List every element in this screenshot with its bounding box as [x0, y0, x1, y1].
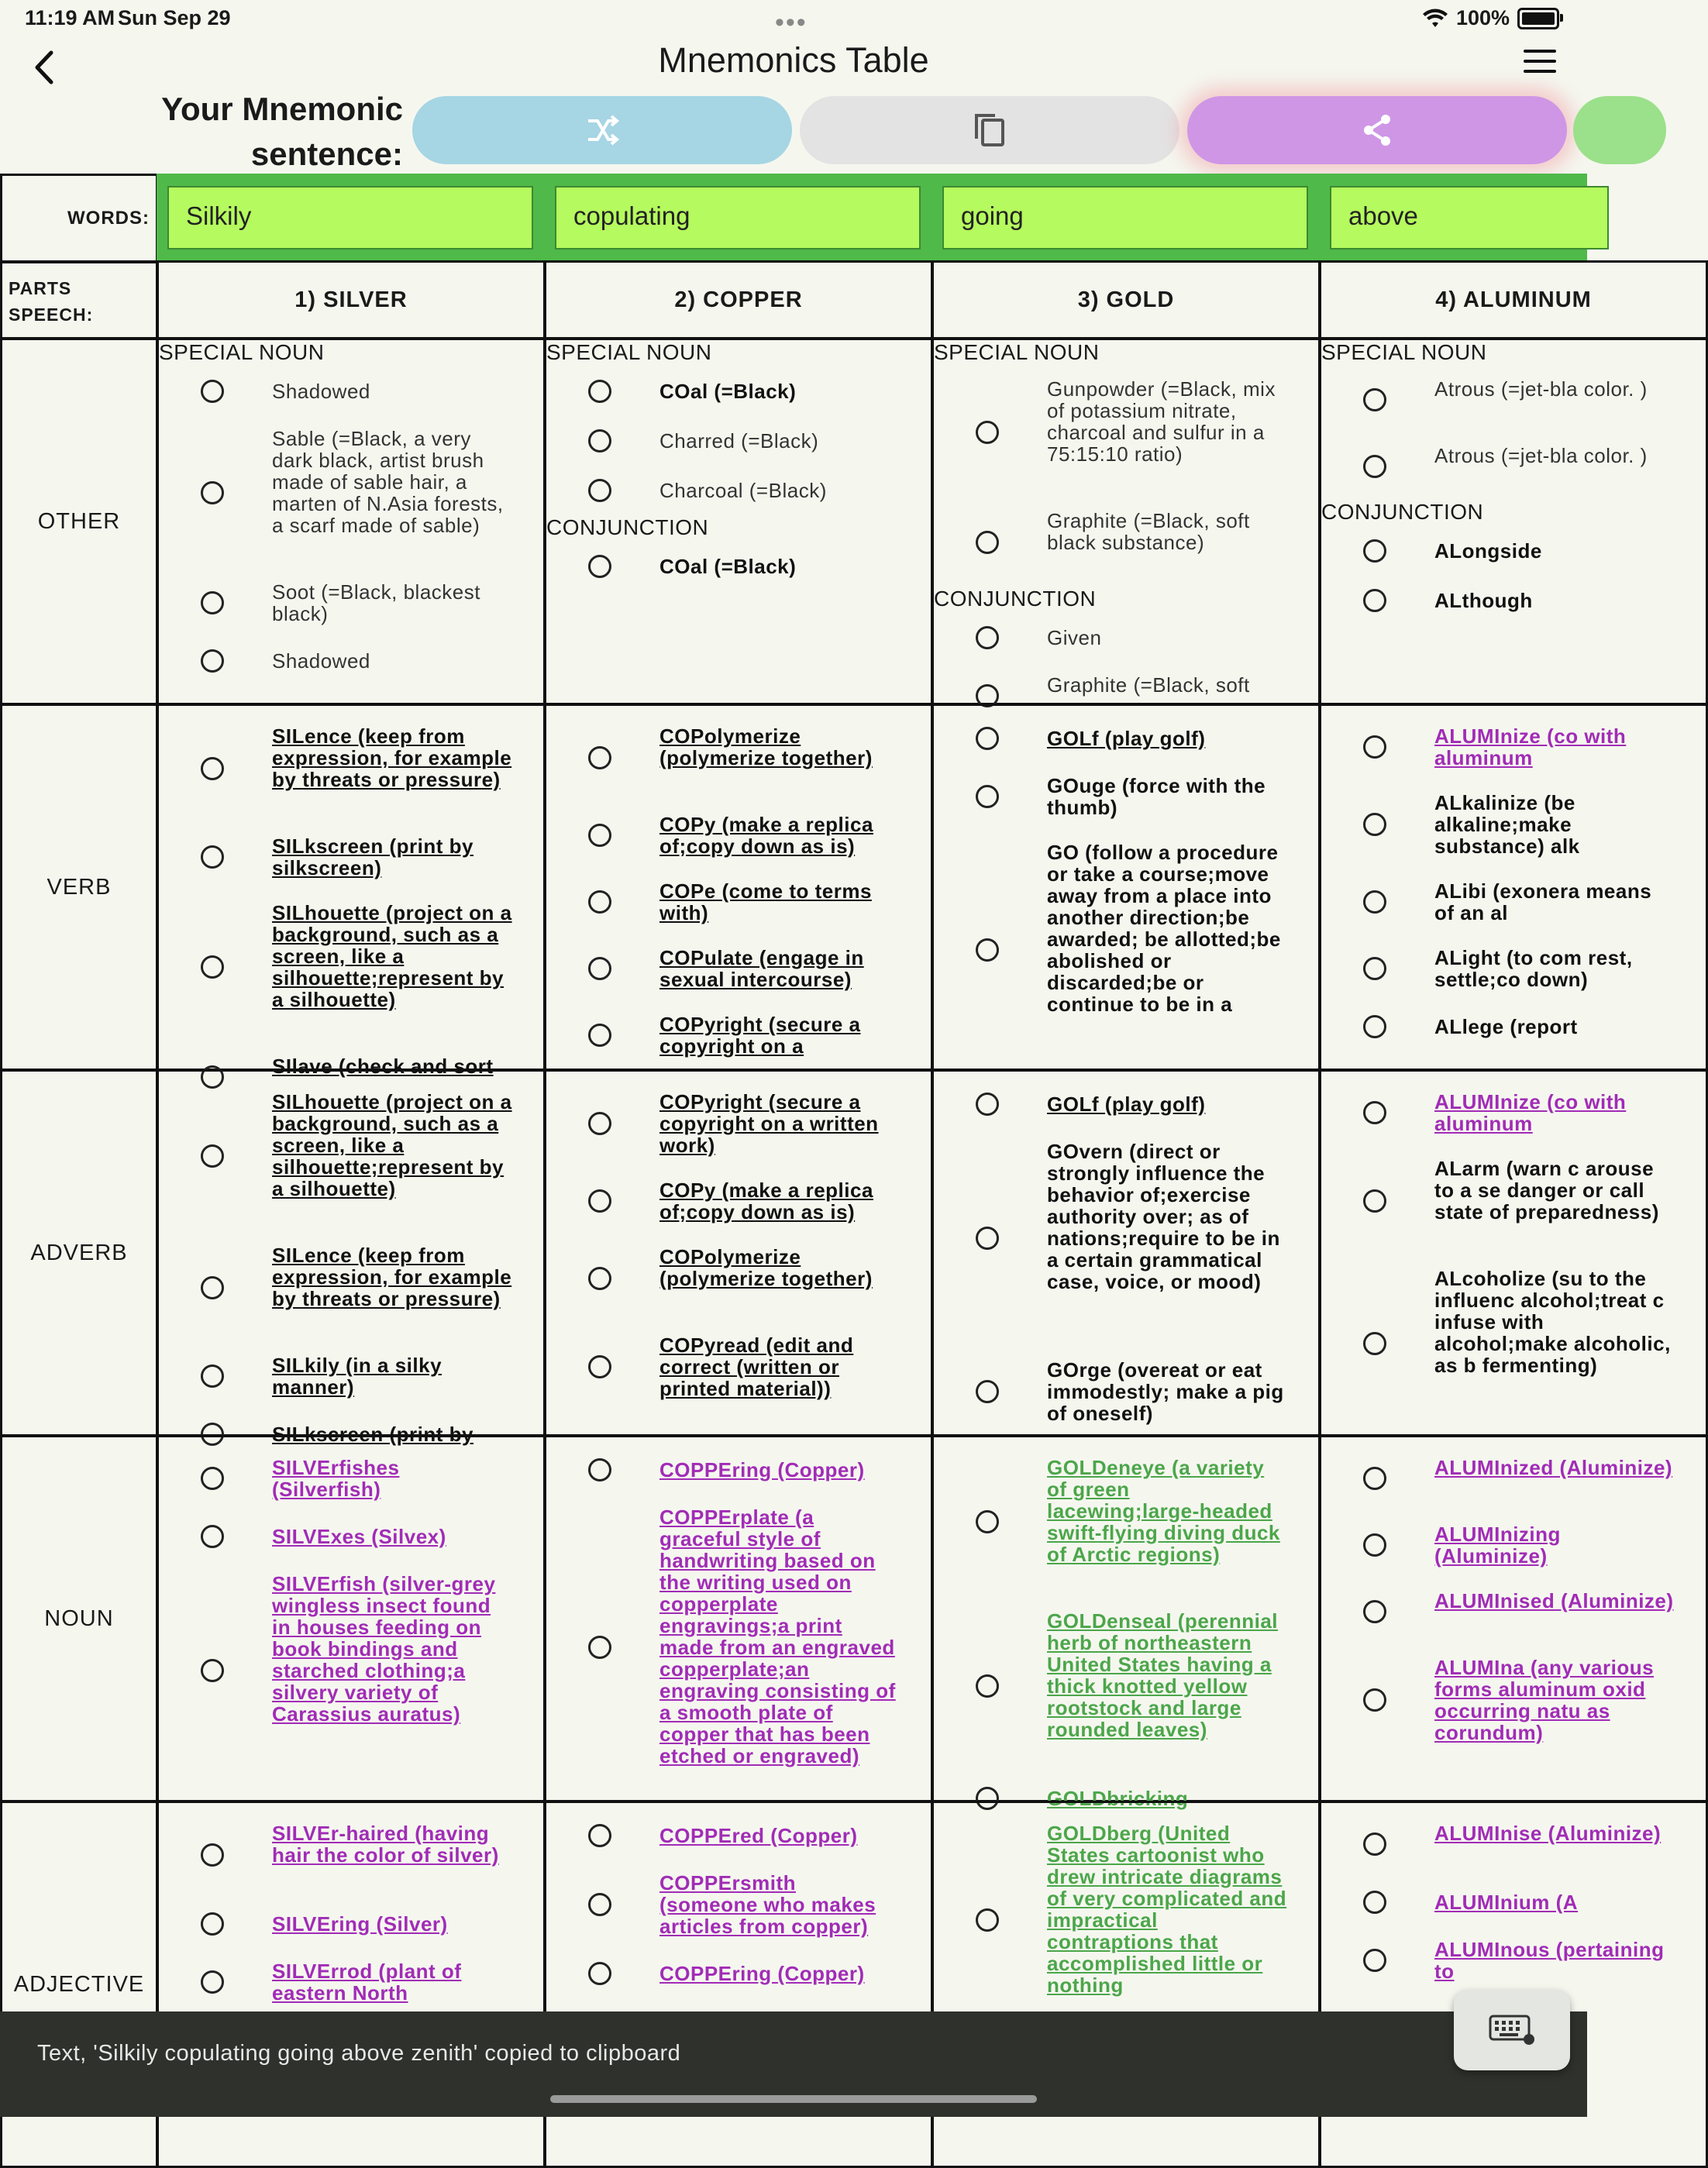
radio-button[interactable] — [588, 1267, 611, 1290]
option-item[interactable] — [546, 935, 931, 1002]
option-label[interactable]: COPyread (edit and correct (written or printed material)) — [659, 1333, 854, 1400]
radio-button[interactable] — [1363, 1467, 1386, 1490]
copy-icon — [973, 112, 1006, 148]
option-item[interactable] — [1321, 1445, 1706, 1512]
option-item[interactable] — [934, 1347, 1318, 1436]
cell-verb-copper — [544, 704, 933, 1071]
radio-button[interactable] — [201, 1364, 224, 1388]
option-label[interactable]: COPPEred (Copper) — [659, 1824, 858, 1847]
option-item[interactable] — [159, 366, 543, 416]
option-label[interactable]: ALthough — [1434, 589, 1533, 612]
radio-button[interactable] — [201, 481, 224, 504]
option-item[interactable] — [159, 1233, 543, 1343]
option-item[interactable] — [1321, 1079, 1706, 1146]
radio-button[interactable] — [201, 1659, 224, 1682]
option-label[interactable]: COPPErsmith (someone who makes articles from copper) — [659, 1871, 876, 1938]
option-label[interactable]: ALUMInium (A — [1434, 1891, 1579, 1914]
option-label[interactable]: GOvern (direct or strongly influence the behavior of;exercise authority over; as of nations;require to be in a certain grammatical case, voice, or mood) — [1047, 1140, 1280, 1293]
option-label[interactable]: SILVExes (Silvex) — [272, 1525, 446, 1548]
option-item[interactable] — [546, 1079, 931, 1168]
option-item[interactable] — [159, 1445, 543, 1512]
option-label[interactable]: Graphite (=Black, soft black substance) — [1047, 509, 1250, 554]
wifi-icon — [1422, 9, 1448, 29]
radio-button[interactable] — [976, 727, 999, 750]
radio-button[interactable] — [201, 757, 224, 780]
radio-button[interactable] — [201, 1525, 224, 1548]
option-label[interactable]: COPPEring (Copper) — [659, 1962, 865, 1985]
option-item[interactable] — [546, 1234, 931, 1323]
option-item[interactable] — [159, 636, 543, 686]
radio-button[interactable] — [201, 1467, 224, 1490]
option-item[interactable] — [1321, 1146, 1706, 1256]
radio-button[interactable] — [588, 1355, 611, 1378]
parts-speech-label: PARTS SPEECH: — [0, 260, 158, 339]
keyboard-icon — [1489, 2015, 1535, 2046]
radio-button[interactable] — [976, 1908, 999, 1932]
radio-button[interactable] — [976, 531, 999, 554]
word-input-3[interactable]: going — [942, 186, 1308, 249]
radio-button[interactable] — [1363, 589, 1386, 612]
option-label[interactable]: SILkscreen (print by silkscreen) — [272, 835, 473, 879]
option-label[interactable]: Graphite (=Black, soft — [1047, 673, 1250, 697]
radio-button[interactable] — [976, 421, 999, 444]
radio-button[interactable] — [1363, 813, 1386, 836]
option-item[interactable] — [1321, 576, 1706, 625]
option-label[interactable]: COPPEring (Copper) — [659, 1458, 865, 1481]
option-label[interactable]: GOLDbricking — [1047, 1787, 1189, 1810]
radio-button[interactable] — [976, 1227, 999, 1250]
page-title: Mnemonics Table — [658, 40, 929, 80]
row-label-adverb: ADVERB — [0, 1069, 158, 1437]
option-label[interactable]: ALlege (report — [1434, 1015, 1578, 1038]
option-label[interactable]: SILhouette (project on a background, such as a screen, like a silhouette;represent by a silhouette) — [272, 1090, 512, 1200]
option-item[interactable] — [159, 1811, 543, 1899]
group-label: CONJUNCTION — [1321, 500, 1484, 524]
option-item[interactable] — [159, 714, 543, 824]
option-item[interactable] — [159, 1512, 543, 1561]
option-label[interactable]: SILVEring (Silver) — [272, 1912, 448, 1936]
radio-button[interactable] — [976, 1093, 999, 1116]
option-label[interactable]: ALUMInized (Aluminize) — [1434, 1456, 1673, 1479]
shuffle-button[interactable] — [412, 96, 792, 164]
option-item[interactable] — [159, 416, 543, 570]
keyboard-button[interactable] — [1454, 1990, 1570, 2070]
option-item[interactable] — [546, 542, 931, 591]
share-icon — [1361, 113, 1393, 147]
cell-noun-aluminum — [1319, 1435, 1708, 1802]
radio-button[interactable] — [588, 746, 611, 769]
option-label[interactable]: Shadowed — [272, 649, 370, 673]
radio-button[interactable] — [201, 955, 224, 979]
option-item[interactable] — [546, 466, 931, 515]
option-item[interactable] — [1321, 935, 1706, 1002]
extra-action-button[interactable] — [1573, 96, 1666, 164]
option-item[interactable] — [159, 1899, 543, 1949]
option-label[interactable]: Given — [1047, 626, 1102, 649]
radio-button[interactable] — [588, 479, 611, 502]
option-label[interactable]: ALUMInise (Aluminize) — [1434, 1822, 1662, 1845]
radio-button[interactable] — [976, 938, 999, 962]
option-label[interactable]: GOLf (play golf) — [1047, 1093, 1206, 1116]
share-button[interactable] — [1187, 96, 1567, 164]
option-item[interactable] — [1321, 1512, 1706, 1578]
option-item[interactable] — [159, 890, 543, 1044]
option-label[interactable]: COPyright (secure a copyright on a — [659, 1013, 861, 1058]
option-label[interactable]: GOLDberg (United States cartoonist who drew intricate diagrams of very complicated and impractical contraptions that accomplished little or nothing — [1047, 1822, 1287, 1997]
radio-button[interactable] — [201, 1144, 224, 1168]
option-item[interactable] — [546, 714, 931, 802]
option-item[interactable] — [1321, 1811, 1706, 1877]
battery-percent: 100% — [1455, 6, 1510, 29]
cell-other-aluminum — [1319, 338, 1708, 705]
radio-button[interactable] — [201, 1276, 224, 1299]
option-label[interactable]: ALcoholize (su to the influenc alcohol;treat c infuse with alcohol;make alcoholic, as b fermenting) — [1434, 1267, 1671, 1377]
option-item[interactable] — [934, 1079, 1318, 1129]
option-label[interactable]: SILkscreen (print by — [272, 1423, 473, 1446]
radio-button[interactable] — [588, 1962, 611, 1985]
option-item[interactable] — [1321, 433, 1706, 500]
option-label[interactable]: Shadowed — [272, 380, 370, 403]
radio-button[interactable] — [1363, 1832, 1386, 1856]
option-label[interactable]: ALUMInize (co with aluminum — [1434, 1090, 1627, 1135]
radio-button[interactable] — [1363, 1015, 1386, 1038]
radio-button[interactable] — [1363, 455, 1386, 478]
radio-button[interactable] — [588, 555, 611, 578]
option-label[interactable]: SILVErfishes (Silverfish) — [272, 1456, 400, 1501]
cell-other-silver — [157, 338, 546, 705]
radio-button[interactable] — [1363, 1891, 1386, 1914]
radio-button[interactable] — [976, 626, 999, 649]
option-item[interactable] — [1321, 1256, 1706, 1431]
option-label[interactable]: GO (follow a procedure or take a course;move away from a place into another direction;be awarded; be allotted;be abolished or discarded;be or continue to be in a — [1047, 841, 1281, 1016]
option-label[interactable]: Gunpowder (=Black, mix of potassium nitrate, charcoal and sulfur in a 75:15:10 ratio) — [1047, 377, 1276, 466]
words-row-label — [0, 174, 158, 263]
option-item[interactable] — [546, 1811, 931, 1860]
option-label[interactable]: COPolymerize (polymerize together) — [659, 724, 873, 769]
radio-button[interactable] — [976, 1510, 999, 1533]
radio-button[interactable] — [976, 1674, 999, 1698]
radio-button[interactable] — [1363, 1101, 1386, 1124]
option-label[interactable]: SILVErfish (silver-grey wingless insect found in houses feeding on book bindings and starched clothing;a silvery variety of Carassius auratus) — [272, 1572, 496, 1726]
option-item[interactable] — [546, 1949, 931, 1998]
option-label[interactable]: SILVErrod (plant of eastern North — [272, 1960, 462, 2005]
cell-noun-gold — [931, 1435, 1321, 1810]
option-item[interactable] — [546, 869, 931, 935]
radio-button[interactable] — [588, 1458, 611, 1481]
option-item[interactable] — [1321, 1002, 1706, 1051]
status-bar — [0, 0, 1587, 39]
radio-button[interactable] — [588, 890, 611, 914]
word-input-1[interactable]: Silkily — [167, 186, 533, 249]
option-label[interactable]: COPPErplate (a graceful style of handwriting based on the writing used on copperplate engravings;a print made from an engraved copperplate;an engraving consisting of a smooth plate of copper that has been etched or engraved) — [659, 1506, 896, 1767]
radio-button[interactable] — [201, 649, 224, 673]
column-header-copper: 2) COPPER — [544, 260, 933, 339]
radio-button[interactable] — [1363, 1688, 1386, 1712]
option-label[interactable]: Charred (=Black) — [659, 429, 819, 453]
option-label[interactable]: SIlave (check and sort — [272, 1055, 494, 1078]
option-label[interactable]: COPolymerize (polymerize together) — [659, 1245, 873, 1290]
group-label: SPECIAL NOUN — [546, 340, 712, 364]
word-input-4[interactable]: above — [1330, 186, 1609, 249]
radio-button[interactable] — [976, 1380, 999, 1403]
option-item[interactable] — [1321, 526, 1706, 576]
cell-verb-aluminum — [1319, 704, 1708, 1071]
option-item[interactable] — [934, 1129, 1318, 1347]
option-item[interactable] — [546, 1323, 931, 1411]
home-indicator[interactable] — [550, 2095, 1037, 2103]
option-item[interactable] — [934, 1811, 1318, 2029]
option-item[interactable] — [934, 613, 1318, 662]
option-label[interactable]: COal (=Black) — [659, 555, 797, 578]
option-label[interactable]: ALUMInize (co with aluminum — [1434, 724, 1627, 769]
option-item[interactable] — [546, 416, 931, 466]
radio-button[interactable] — [1363, 1949, 1386, 1972]
radio-button[interactable] — [588, 824, 611, 847]
option-label[interactable]: Soot (=Black, blackest black) — [272, 580, 480, 625]
option-label[interactable]: GOLf (play golf) — [1047, 727, 1206, 750]
option-item[interactable] — [159, 1949, 543, 2015]
option-label[interactable]: ALUMInous (pertaining to — [1434, 1938, 1665, 1983]
cell-noun-silver — [157, 1435, 546, 1802]
radio-button[interactable] — [201, 1843, 224, 1867]
option-item[interactable] — [934, 714, 1318, 763]
radio-button[interactable] — [201, 591, 224, 614]
cell-verb-gold — [931, 704, 1321, 1071]
cell-verb-silver — [157, 704, 546, 1078]
option-label[interactable]: ALibi (exonera means of an al — [1434, 879, 1652, 924]
option-label[interactable]: SILkily (in a silky manner) — [272, 1354, 442, 1399]
option-item[interactable] — [1321, 869, 1706, 935]
group-label: SPECIAL NOUN — [1321, 340, 1487, 364]
cell-other-gold — [931, 338, 1321, 705]
option-item[interactable] — [159, 1343, 543, 1409]
column-header-aluminum: 4) ALUMINUM — [1319, 260, 1708, 339]
option-label[interactable]: ALarm (warn c arouse to a se danger or call state of preparedness) — [1434, 1157, 1659, 1223]
option-item[interactable] — [1321, 1877, 1706, 1927]
option-label[interactable]: ALight (to com rest, settle;co down) — [1434, 946, 1633, 991]
option-label[interactable]: ALUMInizing (Aluminize) — [1434, 1523, 1561, 1567]
radio-button[interactable] — [1363, 1600, 1386, 1623]
option-label[interactable]: GOrge (overeat or eat immodestly; make a pig of oneself) — [1047, 1358, 1284, 1425]
column-header-silver: 1) SILVER — [157, 260, 546, 339]
radio-button[interactable] — [1363, 1189, 1386, 1213]
radio-button[interactable] — [201, 1970, 224, 1994]
option-item[interactable] — [934, 1445, 1318, 1598]
option-item[interactable] — [159, 824, 543, 890]
option-item[interactable] — [934, 763, 1318, 830]
option-label[interactable]: COPy (make a replica of;copy down as is) — [659, 813, 873, 858]
option-label[interactable]: GOLDeneye (a variety of green lacewing;large-headed swift-flying diving duck of Arctic regions) — [1047, 1456, 1280, 1566]
option-item[interactable] — [934, 366, 1318, 498]
snackbar-message: Text, 'Silkily copulating going above zenith' copied to clipboard — [37, 2041, 681, 2066]
option-item[interactable] — [934, 1598, 1318, 1774]
option-item[interactable] — [1321, 780, 1706, 869]
group-label: CONJUNCTION — [934, 587, 1097, 611]
radio-button[interactable] — [588, 1893, 611, 1916]
status-time: 11:19 AM — [25, 6, 115, 29]
option-item[interactable] — [1321, 714, 1706, 780]
cell-noun-copper — [544, 1435, 933, 1802]
radio-button[interactable] — [1363, 539, 1386, 563]
option-label[interactable]: SILence (keep from expression, for example by threats or pressure) — [272, 724, 512, 791]
option-label[interactable]: Atrous (=jet-bla color. ) — [1434, 377, 1648, 401]
radio-button[interactable] — [588, 1112, 611, 1135]
option-item[interactable] — [546, 1168, 931, 1234]
cell-adverb-aluminum — [1319, 1069, 1708, 1437]
cell-other-copper — [544, 338, 933, 705]
option-label[interactable]: SILence (keep from expression, for example by threats or pressure) — [272, 1244, 512, 1310]
option-item[interactable] — [1321, 366, 1706, 433]
status-date: Sun Sep 29 — [118, 6, 231, 29]
radio-button[interactable] — [976, 785, 999, 808]
hamburger-menu-icon[interactable] — [1524, 50, 1556, 76]
option-label[interactable]: GOuge (force with the thumb) — [1047, 774, 1266, 819]
radio-button[interactable] — [588, 1024, 611, 1047]
option-label[interactable]: Charcoal (=Black) — [659, 479, 827, 502]
option-item[interactable] — [159, 1079, 543, 1233]
words-label: WORDS: — [67, 208, 150, 229]
column-header-gold: 3) GOLD — [931, 260, 1321, 339]
radio-button[interactable] — [1363, 890, 1386, 914]
radio-button[interactable] — [1363, 388, 1386, 411]
row-label-adjective: ADJECTIVE — [0, 1801, 158, 2168]
option-item[interactable] — [1321, 1927, 1706, 1994]
option-label[interactable]: COPyright (secure a copyright on a written work) — [659, 1090, 879, 1157]
row-label-verb: VERB — [0, 704, 158, 1071]
cell-adverb-copper — [544, 1069, 933, 1437]
group-label: CONJUNCTION — [546, 515, 709, 539]
option-label[interactable]: SILVEr-haired (having hair the color of silver) — [272, 1822, 499, 1867]
option-label[interactable]: ALUMIna (any various forms aluminum oxid occurring natu as corundum) — [1434, 1656, 1655, 1744]
radio-button[interactable] — [588, 1636, 611, 1659]
shuffle-icon — [585, 115, 619, 146]
radio-button[interactable] — [1363, 1332, 1386, 1355]
option-item[interactable] — [546, 802, 931, 869]
row-label-other: OTHER — [0, 338, 158, 705]
radio-button[interactable] — [588, 957, 611, 980]
option-item[interactable] — [546, 366, 931, 416]
option-item[interactable] — [1321, 1645, 1706, 1755]
copy-button[interactable] — [800, 96, 1179, 164]
row-label-noun: NOUN — [0, 1435, 158, 1802]
option-label[interactable]: Sable (=Black, a very dark black, artist brush made of sable hair, a marten of N.Asia forests, a scarf made of sable) — [272, 427, 504, 537]
option-label[interactable]: ALongside — [1434, 539, 1542, 563]
option-item[interactable] — [546, 1002, 931, 1069]
option-item[interactable] — [159, 570, 543, 636]
radio-button[interactable] — [1363, 957, 1386, 980]
group-label: SPECIAL NOUN — [159, 340, 325, 364]
radio-button[interactable] — [201, 380, 224, 403]
option-label[interactable]: COPe (come to terms with) — [659, 879, 872, 924]
radio-button[interactable] — [588, 429, 611, 453]
option-label[interactable]: COPulate (engage in sexual intercourse) — [659, 946, 864, 991]
option-item[interactable] — [546, 1860, 931, 1949]
radio-button[interactable] — [201, 1912, 224, 1936]
multitasking-dots-icon[interactable]: ••• — [775, 8, 808, 37]
word-input-2[interactable]: copulating — [555, 186, 921, 249]
option-label[interactable]: Atrous (=jet-bla color. ) — [1434, 444, 1648, 467]
radio-button[interactable] — [588, 1189, 611, 1213]
option-label[interactable]: ALUMInised (Aluminize) — [1434, 1589, 1674, 1612]
cell-adverb-gold — [931, 1069, 1321, 1437]
cell-adverb-silver — [157, 1069, 546, 1446]
option-label[interactable]: ALkalinize (be alkaline;make substance) alk — [1434, 791, 1580, 858]
option-item[interactable] — [934, 830, 1318, 1070]
radio-button[interactable] — [201, 845, 224, 869]
battery-icon — [1517, 8, 1559, 29]
option-label[interactable]: SILhouette (project on a background, such as a screen, like a silhouette;represent by a silhouette) — [272, 901, 512, 1011]
option-item[interactable] — [159, 1561, 543, 1780]
group-label: SPECIAL NOUN — [934, 340, 1100, 364]
radio-button[interactable] — [588, 380, 611, 403]
option-label[interactable]: COPy (make a replica of;copy down as is) — [659, 1179, 873, 1223]
option-item[interactable] — [546, 1495, 931, 1800]
radio-button[interactable] — [1363, 735, 1386, 759]
option-item[interactable] — [934, 498, 1318, 587]
option-item[interactable] — [546, 1445, 931, 1495]
option-label[interactable]: COal (=Black) — [659, 380, 797, 403]
radio-button[interactable] — [588, 1824, 611, 1847]
option-item[interactable] — [1321, 1578, 1706, 1645]
radio-button[interactable] — [1363, 1533, 1386, 1557]
option-label[interactable]: GOLDenseal (perennial herb of northeastern United States having a thick knotted yellow rootstock and large rounded leaves) — [1047, 1609, 1279, 1741]
mnemonic-sentence-label: Your Mnemonic sentence: — [161, 91, 403, 172]
